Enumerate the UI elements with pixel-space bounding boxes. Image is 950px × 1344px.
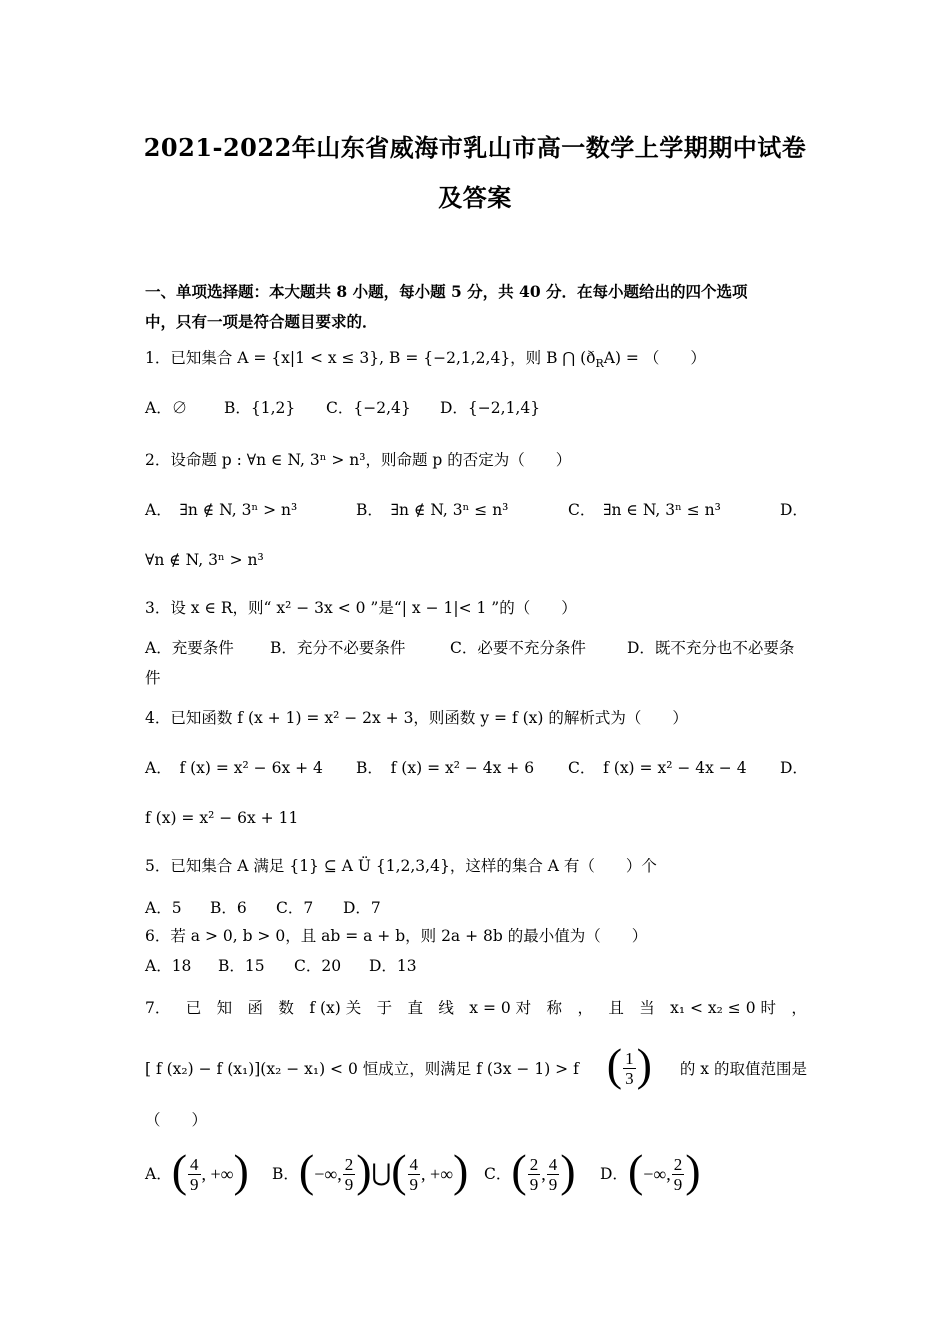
- question-1-option-c: C．{−2,4}: [326, 399, 411, 417]
- question-7-paren: （ ）: [145, 1111, 208, 1129]
- question-5-option-a: A．5: [145, 899, 182, 917]
- question-5-option-d: D．7: [343, 899, 381, 917]
- frac-numerator: 4: [190, 1154, 199, 1174]
- question-6-option-b: B．15: [218, 957, 265, 975]
- question-3-stem: 3．设 x ∈ R，则“ x² − 3x < 0 ”是“| x − 1|< 1 ”的（ ）: [145, 599, 577, 617]
- frac-numerator: 2: [344, 1154, 354, 1174]
- question-1-option-d: D．{−2,1,4}: [440, 399, 541, 417]
- q7-word: 且: [608, 999, 624, 1017]
- question-2-option-c: C． ∃n ∈ N, 3ⁿ ≤ n³: [568, 501, 721, 519]
- union-symbol: ⋃: [371, 1161, 392, 1187]
- question-5-stem: 5．已知集合 A 满足 {1} ⊆ A Ü {1,2,3,4}，这样的集合 A 有（ ）个: [145, 857, 657, 875]
- question-4-stem: 4．已知函数 f (x + 1) = x² − 2x + 3，则函数 y = f (x) 的解析式为（ ）: [145, 709, 688, 727]
- question-2-option-a: A． ∃n ∉ N, 3ⁿ > n³: [145, 501, 298, 519]
- option-head: −∞,: [643, 1164, 671, 1184]
- q7-word: x = 0 对: [469, 999, 532, 1017]
- question-3-option-a: A．充要条件: [145, 639, 234, 657]
- frac-numerator: 2: [673, 1154, 683, 1174]
- frac-numerator: 4: [548, 1154, 558, 1174]
- option-tail: , +∞: [421, 1164, 454, 1184]
- question-4-option-d-cont: f (x) = x² − 6x + 11: [145, 809, 299, 827]
- q7-word: ，: [577, 999, 593, 1017]
- option-label: D．: [600, 1165, 628, 1183]
- q7-word: ，: [791, 999, 807, 1017]
- q7-word: 直: [407, 999, 424, 1017]
- section-heading-line2: 中，只有一项是符合题目要求的．: [145, 312, 378, 331]
- question-6-option-d: D．13: [369, 957, 417, 975]
- question-3-option-d-cont: 件: [145, 669, 161, 687]
- question-6-option-a: A．18: [145, 957, 192, 975]
- option-label: A．: [145, 1165, 172, 1183]
- question-4-option-c: C． f (x) = x² − 4x − 4: [568, 759, 747, 777]
- q7-word: 线: [438, 999, 454, 1017]
- question-4-option-d: D．: [780, 759, 808, 777]
- frac-numerator: 2: [529, 1154, 539, 1174]
- question-2-option-d: D．: [780, 501, 808, 519]
- question-2-option-b: B． ∃n ∉ N, 3ⁿ ≤ n³: [356, 501, 509, 519]
- question-5-option-b: B．6: [210, 899, 247, 917]
- question-2-stem: 2．设命题 p : ∀n ∈ N, 3ⁿ > n³，则命题 p 的否定为（ ）: [145, 451, 572, 469]
- exam-title-line2: 及答案: [438, 183, 512, 212]
- question-5-option-c: C．7: [276, 899, 314, 917]
- question-1-stem: [145, 348, 706, 368]
- question-1-stem-end: A) = （ ）: [603, 349, 706, 367]
- exam-title-line1: 2021-2022年山东省威海市乳山市高一数学上学期期中试卷: [143, 133, 807, 162]
- question-2-option-d-cont: ∀n ∉ N, 3ⁿ > n³: [145, 551, 264, 569]
- option-label: B．: [272, 1165, 299, 1183]
- frac-numerator: 1: [625, 1048, 634, 1068]
- question-3-option-c: C．必要不充分条件: [450, 639, 586, 657]
- option-label: C．: [484, 1165, 512, 1183]
- q7-word: 已: [185, 999, 202, 1017]
- question-7-line2-right: 的 x 的取值范围是: [679, 1060, 807, 1078]
- question-1-stem-sub: R: [595, 357, 604, 370]
- question-3-option-d: D．既不充分也不必要条: [627, 639, 795, 657]
- frac-numerator: 4: [409, 1154, 419, 1174]
- q7-word: 7．: [145, 999, 171, 1017]
- question-6-option-c: C．20: [294, 957, 342, 975]
- frac-denominator: 9: [344, 1174, 354, 1194]
- q7-word: 数: [278, 999, 294, 1017]
- frac-denominator: 9: [673, 1174, 683, 1194]
- q7-word: x₁ < x₂ ≤ 0 时: [670, 999, 776, 1017]
- frac-denominator: 9: [190, 1174, 199, 1194]
- question-7-stem-line1: [145, 996, 807, 1018]
- q7-word: 当: [639, 999, 655, 1017]
- question-6-stem: 6．若 a > 0, b > 0，且 ab = a + b，则 2a + 8b 的最小值为（ ）: [145, 927, 648, 945]
- question-4-option-a: A． f (x) = x² − 6x + 4: [145, 759, 323, 777]
- option-tail: , +∞: [201, 1164, 234, 1184]
- frac-denominator: 3: [625, 1068, 634, 1088]
- question-7-line2-left: [ f (x₂) − f (x₁)](x₂ − x₁) < 0 恒成立，则满足 f (3x − 1) > f: [145, 1060, 579, 1078]
- question-7-option-a: A． ( $\frac{4}{9}$ , +∞ ): [145, 1145, 249, 1196]
- question-3-option-b: B．充分不必要条件: [270, 639, 406, 657]
- q7-word: f (x) 关: [309, 999, 362, 1017]
- question-7-stem-line2: [145, 1039, 807, 1092]
- question-1-stem-text: 1．已知集合 A = {x|1 < x ≤ 3}, B = {−2,1,2,4}，则 B ⋂ (ð: [145, 349, 596, 367]
- question-1-option-b: B．{1,2}: [224, 399, 296, 417]
- q7-word: 函: [247, 999, 264, 1017]
- question-1-option-a: A．∅: [145, 399, 188, 417]
- frac-denominator: 9: [409, 1174, 419, 1194]
- q7-word: 于: [376, 999, 393, 1017]
- question-7-option-d: D． ( −∞, $\frac{2}{9}$ ): [600, 1145, 701, 1196]
- q7-word: 称: [546, 999, 563, 1017]
- question-7-line2-frac: ( $\frac{1}{3}$ ): [606, 1039, 652, 1090]
- section-heading-line1: 一、单项选择题：本大题共 8 小题，每小题 5 分，共 40 分．在每小题给出的四个选项: [145, 282, 748, 301]
- frac-denominator: 9: [529, 1174, 539, 1194]
- question-7-option-c: C． ( $\frac{2}{9}$ , $\frac{4}{9}$ ): [484, 1145, 576, 1196]
- frac-denominator: 9: [548, 1174, 558, 1194]
- option-head: −∞,: [314, 1164, 342, 1184]
- question-4-option-b: B． f (x) = x² − 4x + 6: [356, 759, 535, 777]
- question-7-option-b: B． ( −∞, $\frac{2}{9}$ ) ⋃ ( $\frac{4}{9}$ , +∞ ): [272, 1145, 469, 1196]
- q7-word: 知: [216, 999, 233, 1017]
